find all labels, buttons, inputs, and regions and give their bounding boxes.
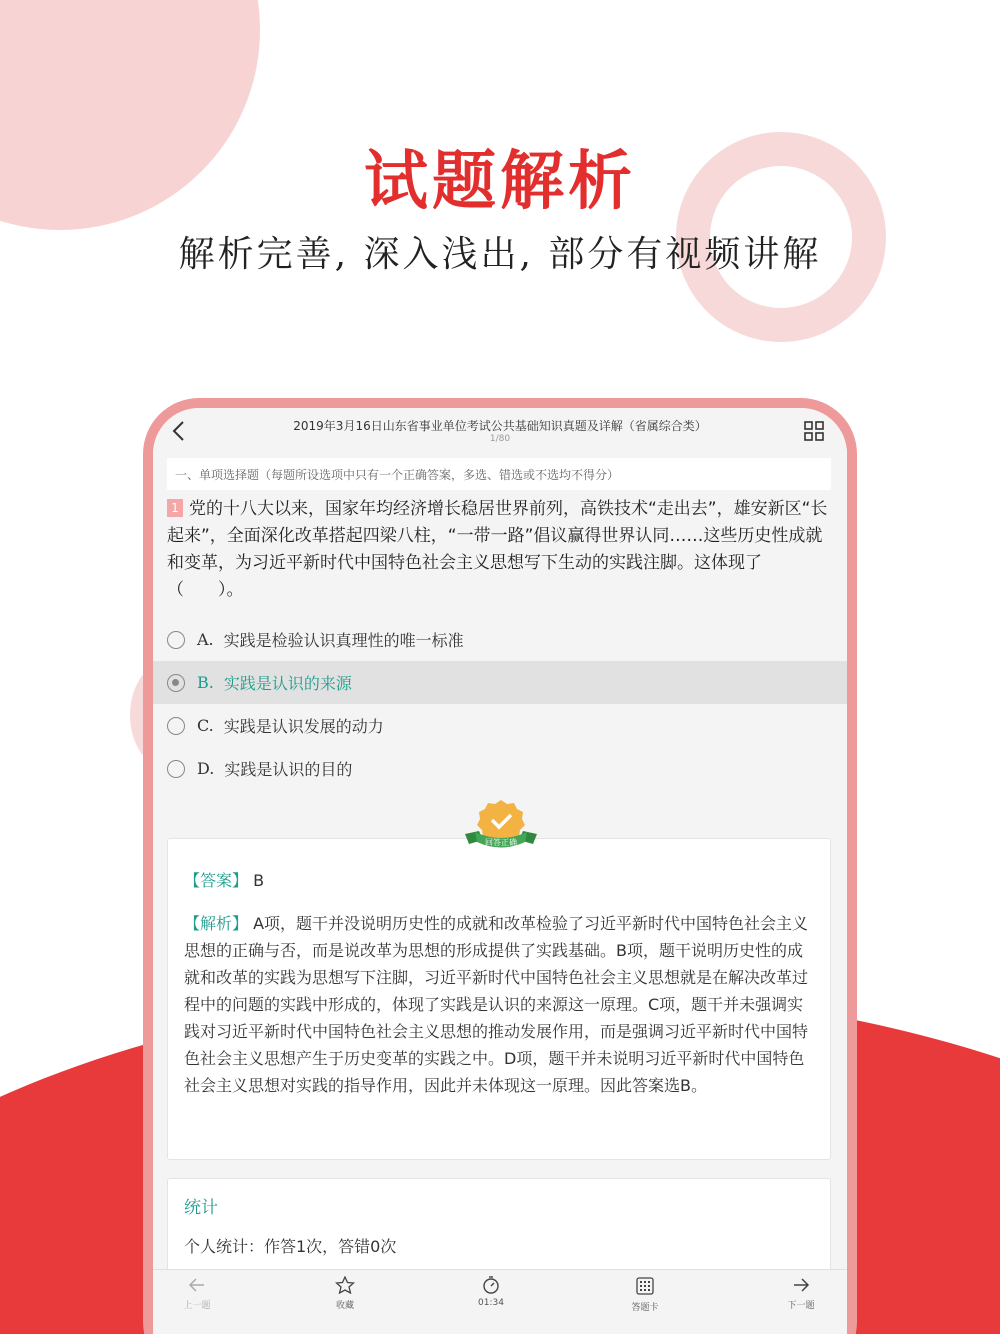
- grid-icon[interactable]: [803, 420, 825, 442]
- favorite-label: 收藏: [335, 1301, 354, 1311]
- favorite-button[interactable]: [305, 1276, 385, 1311]
- answer-card-label: 答题卡: [631, 1303, 659, 1313]
- hero-subtitle: 解析完善, 深入浅出, 部分有视频讲解: [178, 234, 822, 275]
- correct-badge-icon: [461, 798, 541, 856]
- question-progress: 1/80: [489, 434, 511, 444]
- page-title: 2019年3月16日山东省事业单位考试公共基础知识真题及详解（省属综合类）: [293, 419, 707, 433]
- option-text: 实践是检验认识真理性的唯一标准: [223, 631, 464, 650]
- option-letter: B.: [197, 673, 214, 692]
- answer-tag: 【答案】: [184, 871, 249, 890]
- app-screen: [153, 408, 847, 1334]
- option-text: 实践是认识发展的动力: [223, 717, 384, 736]
- star-icon: [335, 1276, 355, 1294]
- option-letter: C.: [197, 716, 214, 735]
- section-header: 一、单项选择题（每题所设选项中只有一个正确答案，多选、错选或不选均不得分）: [167, 458, 831, 490]
- options-list: [153, 618, 847, 790]
- bottom-toolbar: [153, 1269, 847, 1334]
- stopwatch-icon: [481, 1276, 501, 1294]
- question-stem: [167, 496, 833, 604]
- arrow-right-icon: [791, 1276, 811, 1294]
- timer-label: 01:34: [478, 1298, 504, 1308]
- question-number: 1: [167, 499, 183, 517]
- next-button[interactable]: [761, 1276, 841, 1311]
- answer-card: [167, 838, 831, 1160]
- radio-icon: [167, 760, 185, 778]
- navbar: [153, 408, 847, 458]
- option-letter: D.: [197, 759, 215, 778]
- badge-label: 回答正确: [485, 838, 517, 847]
- explain-tag: 【解析】: [184, 914, 249, 933]
- prev-button[interactable]: [157, 1276, 237, 1311]
- timer: [451, 1276, 531, 1308]
- option-b[interactable]: [153, 661, 847, 704]
- option-a[interactable]: [153, 618, 847, 661]
- answer-line: [184, 867, 814, 894]
- answer-value: B: [253, 871, 265, 890]
- radio-selected-icon: [167, 674, 185, 692]
- option-text: 实践是认识的来源: [223, 674, 352, 693]
- radio-icon: [167, 717, 185, 735]
- option-d[interactable]: [153, 747, 847, 790]
- next-label: 下一题: [787, 1301, 815, 1311]
- stats-title: 统计: [184, 1198, 218, 1218]
- personal-stats: 个人统计：作答1次，答错0次: [184, 1237, 397, 1256]
- option-c[interactable]: [153, 704, 847, 747]
- answer-card-button[interactable]: [605, 1276, 685, 1313]
- question-text: 党的十八大以来，国家年均经济增长稳居世界前列，高铁技术“走出去”，雄安新区“长起来”，全面深化改革搭起四梁八柱，“一带一路”倡议赢得世界认同……这些历史性成就和变革，为习近平新时代中国特色社会主义思想写下生动的实践注脚。这体现了（ ）。: [167, 499, 828, 600]
- arrow-left-icon: [187, 1276, 207, 1294]
- prev-label: 上一题: [183, 1301, 211, 1311]
- option-text: 实践是认识的目的: [224, 760, 353, 779]
- explanation: [184, 910, 814, 1099]
- option-letter: A.: [197, 630, 214, 649]
- explain-text: A项，题干并没说明历史性的成就和改革检验了习近平新时代中国特色社会主义思想的正确与否，而是说改革为思想的形成提供了实践基础。B项，题干说明历史性的成就和改革的实践为思想写下注脚，习近平新时代中国特色社会主义思想就是在解决改革过程中的问题的实践中形成的，体现了实践是认识的来源这一原理。C项，题干并未强调实践对习近平新时代中国特色社会主义思想的推动发展作用，而是强调习近平新时代中国特色社会主义思想产生于历史变革的实践之中。D项，题干并未说明习近平新时代中国特色社会主义思想对实践的指导作用，因此并未体现这一原理。因此答案选B。: [184, 914, 809, 1095]
- hero-title: 试题解析: [364, 144, 636, 219]
- radio-icon: [167, 631, 185, 649]
- answer-card-icon: [635, 1276, 655, 1296]
